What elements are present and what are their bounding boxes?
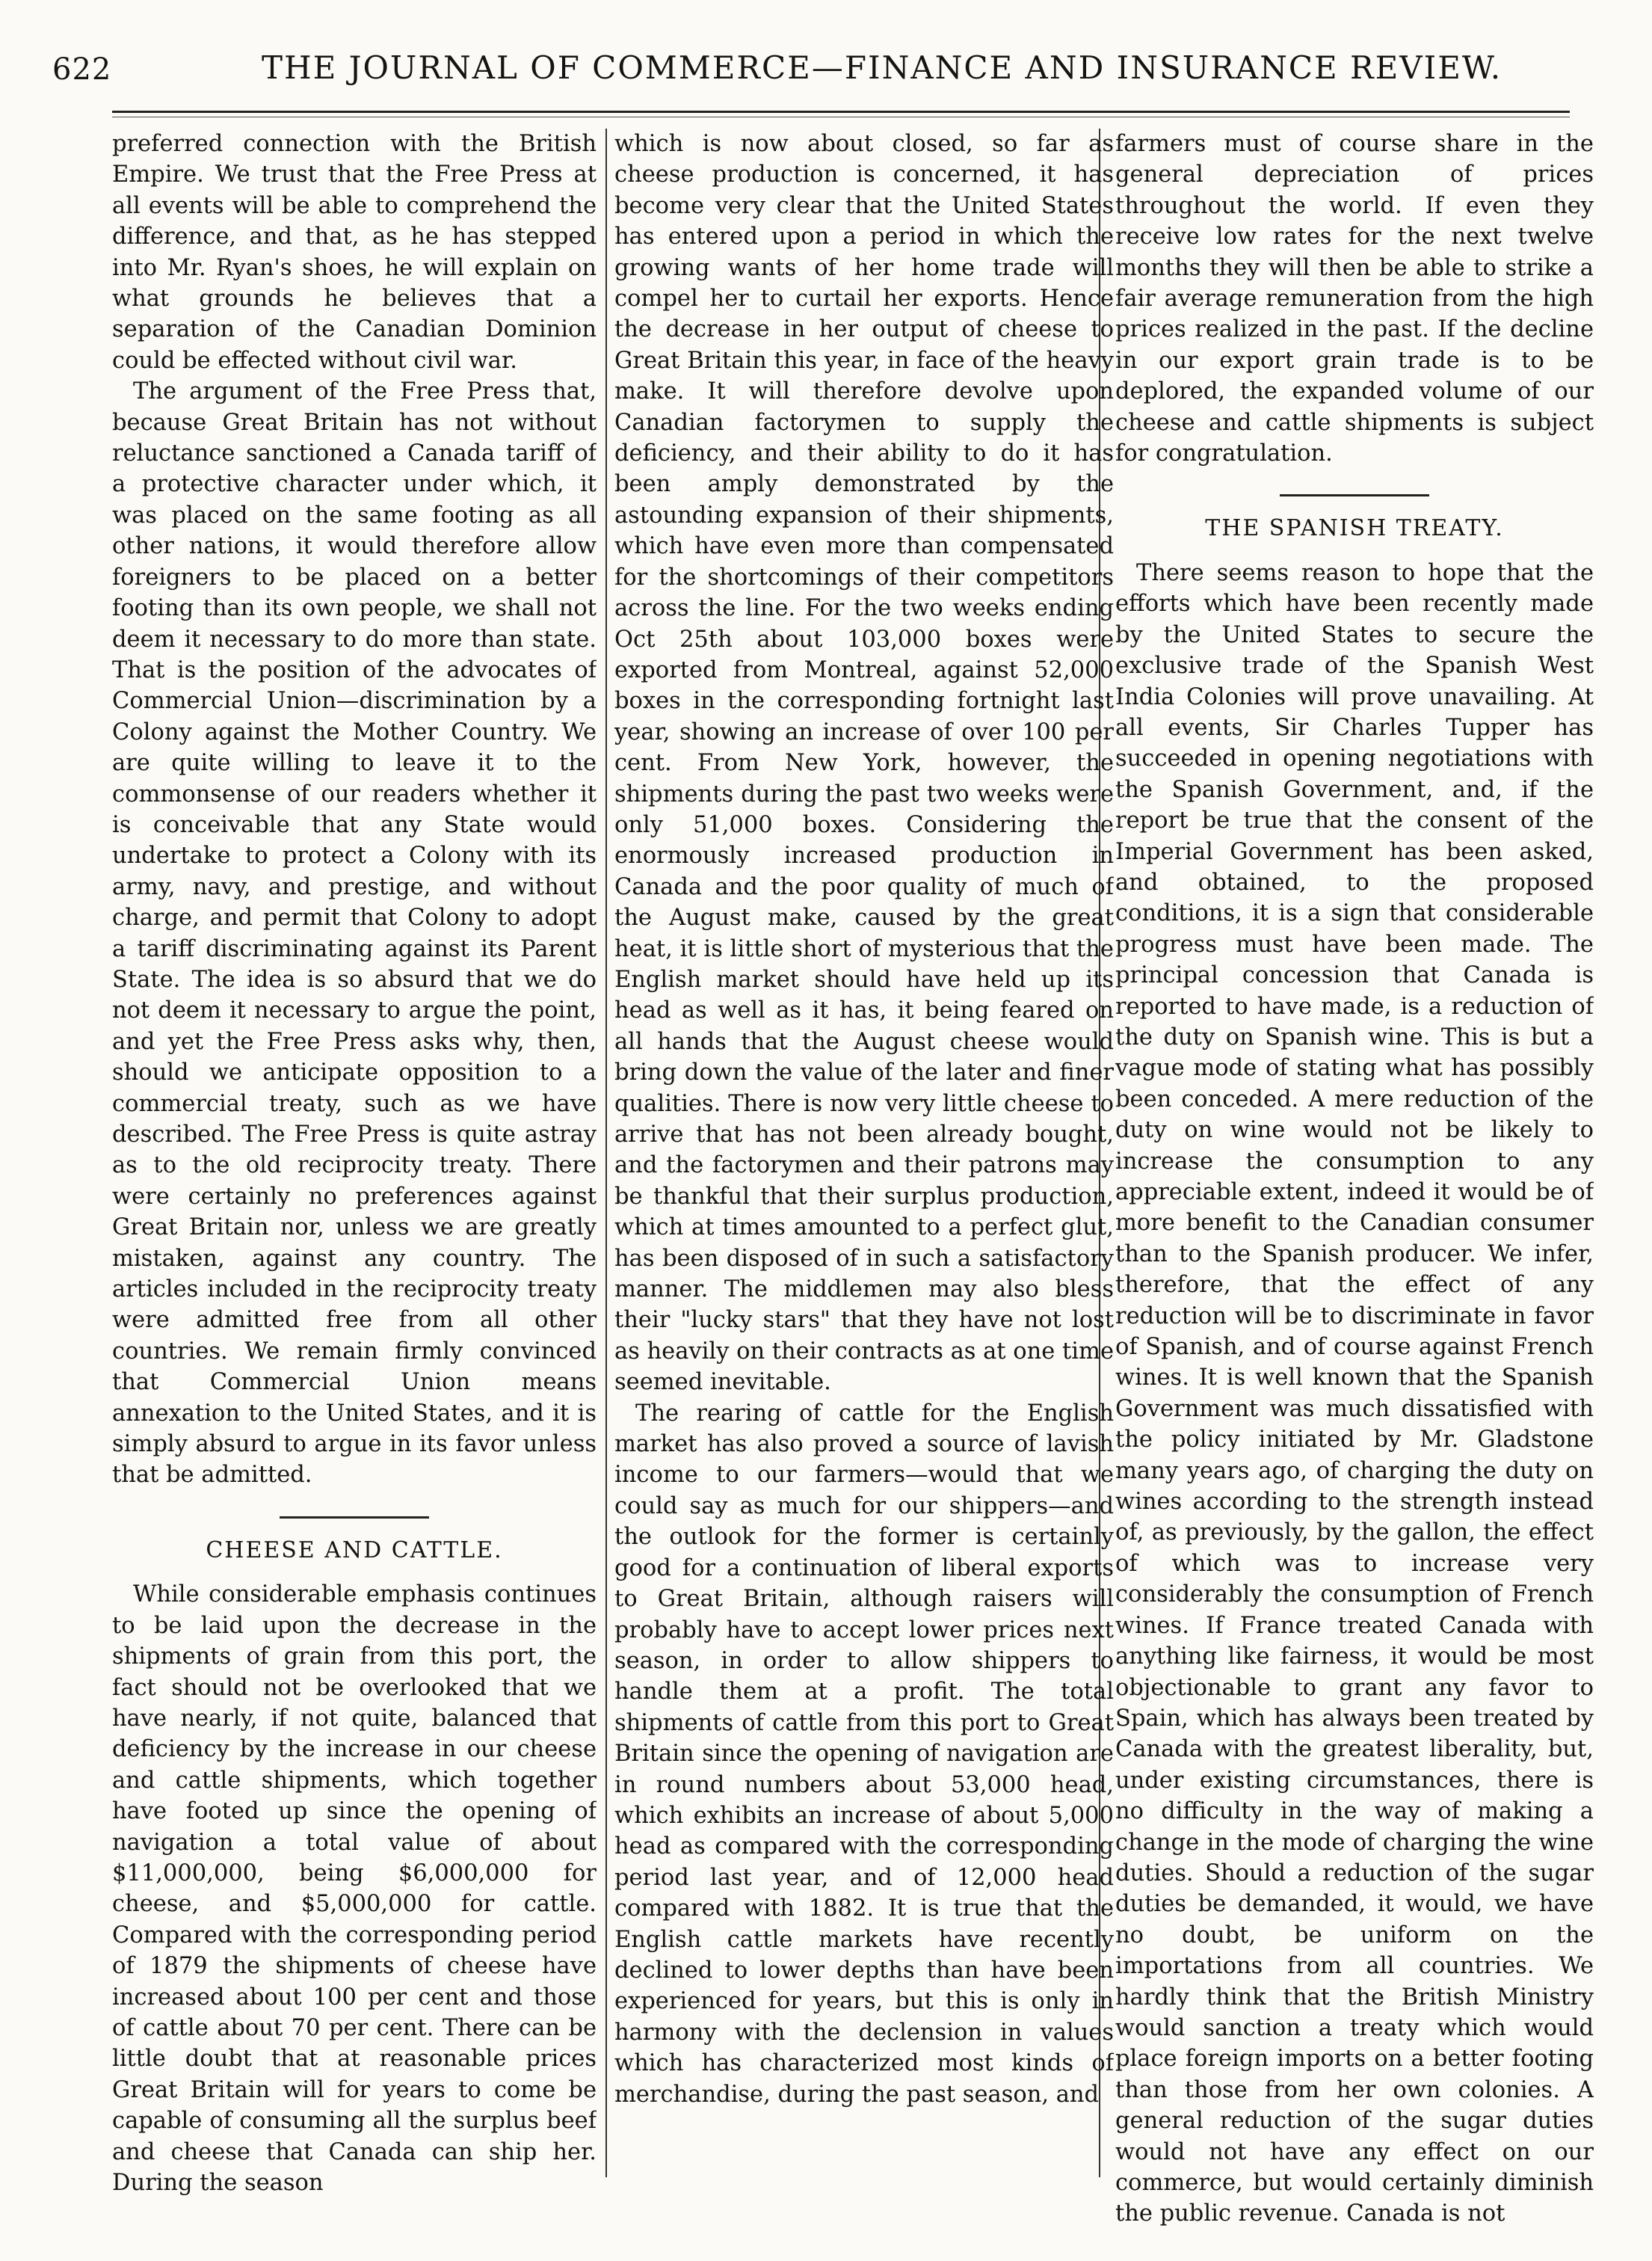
- section-heading-cheese-and-cattle: CHEESE AND CATTLE.: [206, 1536, 503, 1563]
- section-separator: [1280, 494, 1429, 496]
- column-2: [614, 129, 1114, 2245]
- paragraph: which is now about closed, so far as cheese production is concerned, it has become very clear that the United States has entered upon a period in which the growing wants of her home trade will compel her to curtail her exports. Hence the decrease in her output of cheese to Great Britain this year, in face of the heavy make. It will therefore devolve upon Canadian factorymen to supply the deficiency, and their ability to do it has been amply demonstrated by the astounding expansion of their shipments, which have even more than compensated for the shortcomings of their competitors across the line. For the two weeks ending Oct 25th about 103,000 boxes were exported from Montreal, against 52,000 boxes in the corresponding fortnight last year, showing an increase of over 100 per cent. From New York, however, the shipments during the past two weeks were only 51,000 boxes. Considering the enormously increased production in Canada and the poor quality of much of the August make, caused by the great heat, it is little short of mysterious that the English market should have held up its head as well as it has, it being feared on all hands that the August cheese would bring down the value of the later and finer qualities. There is now very little cheese to arrive that has not been already bought, and the factorymen and their patrons may be thankful that their surplus production, which at times amounted to a perfect glut, has been disposed of in such a satisfactory manner. The middlemen may also bless their "lucky stars" that they have not lost as heavily on their contracts as at one time seemed inevitable.: [614, 131, 1114, 1396]
- paragraph: There seems reason to hope that the efforts which have been recently made by the United States to secure the exclusive trade of the Spanish West India Colonies will prove unavailing. At all events, Sir Charles Tupper has succeeded in opening negotiations with the Spanish Government, and, if the report be true that the consent of the Imperial Government has been asked, and obtained, to the proposed conditions, it is a sign that considerable progress must have been made. The principal concession that Canada is reported to have made, is a reduction of the duty on Spanish wine. This is but a vague mode of stating what has possibly been conceded. A mere reduction of the duty on wine would not be likely to increase the consumption to any appreciable extent, indeed it would be of more benefit to the Canadian consumer than to the Spanish producer. We infer, therefore, that the effect of any reduction will be to discriminate in favor of Spanish, and of course against French wines. It is well known that the Spanish Government was much dissatisfied with the policy initiated by Mr. Gladstone many years ago, of charging the duty on wines according to the strength instead of, as previously, by the gallon, the effect of which was to increase very considerably the consumption of French wines. If France treated Canada with anything like fairness, it would be most objectionable to grant any favor to Spain, which has always been treated by Canada with the greatest liberality, but, under existing circumstances, there is no difficulty in the way of making a change in the mode of charging the wine duties. Should a reduction of the sugar duties be demanded, it would, we have no doubt, be uniform on the importations from all countries. We hardly think that the British Ministry would sanction a treaty which would place foreign imports on a better footing than those from her own colonies. A general reduction of the sugar duties would not have any effect on our commerce, but would certainly diminish the public revenue. Canada is not: [1115, 559, 1594, 2227]
- paragraph: preferred connection with the British Empire. We trust that the Free Press at all events will be able to comprehend the difference, and that, as he has stepped into Mr. Ryan's shoes, he will explain on what grounds he believes that a separation of the Canadian Dominion could be effected without civil war.: [112, 131, 597, 374]
- running-title: THE JOURNAL OF COMMERCE—FINANCE AND INSURANCE REVIEW.: [262, 49, 1502, 86]
- header-rule: [112, 111, 1570, 113]
- column-3: [1115, 129, 1594, 2245]
- column-1: [112, 129, 597, 2245]
- paragraph: farmers must of course share in the general depreciation of prices throughout the world. If even they receive low rates for the next twelve months they will then be able to strike a fair average remuneration from the high prices realized in the past. If the decline in our export grain trade is to be deplored, the expanded volume of our cheese and cattle shipments is subject for congratulation.: [1115, 131, 1594, 467]
- section-separator: [280, 1516, 429, 1519]
- paragraph: The rearing of cattle for the English market has also proved a source of lavish income to our farmers—would that we could say as much for our shippers—and the outlook for the former is certainly good for a continuation of liberal exports to Great Britain, although raisers will probably have to accept lower prices next season, in order to allow shippers to handle them at a profit. The total shipments of cattle from this port to Great Britain since the opening of navigation are in round numbers about 53,000 head, which exhibits an increase of about 5,000 head as compared with the corresponding period last year, and of 12,000 head compared with 1882. It is true that the English cattle markets have recently declined to lower depths than have been experienced for years, but this is only in harmony with the declension in values which has characterized most kinds of merchandise, during the past season, and: [614, 1400, 1114, 2108]
- column-divider: [605, 129, 607, 2177]
- section-heading-spanish-treaty: THE SPANISH TREATY.: [1205, 515, 1504, 542]
- paragraph: The argument of the Free Press that, because Great Britain has not without reluctance sanctioned a Canada tariff of a protective character under which, it was placed on the same footing as all other nations, it would therefore allow foreigners to be placed on a better footing than its own people, we shall not deem it necessary to do more than state. That is the position of the advocates of Commercial Union—discrimination by a Colony against the Mother Country. We are quite willing to leave it to the commonsense of our readers whether it is conceivable that any State would undertake to protect a Colony with its army, navy, and prestige, and without charge, and permit that Colony to adopt a tariff discriminating against its Parent State. The idea is so absurd that we do not deem it necessary to argue the point, and yet the Free Press asks why, then, should we anticipate opposition to a commercial treaty, such as we have described. The Free Press is quite astray as to the old reciprocity treaty. There were certainly no preferences against Great Britain nor, unless we are greatly mistaken, against any country. The articles included in the reciprocity treaty were admitted free from all other countries. We remain firmly convinced that Commercial Union means annexation to the United States, and it is simply absurd to argue in its favor unless that be admitted.: [112, 378, 597, 1489]
- paragraph: While considerable emphasis continues to be laid upon the decrease in the shipments of grain from this port, the fact should not be overlooked that we have nearly, if not quite, balanced that deficiency by the increase in our cheese and cattle shipments, which together have footed up since the opening of navigation a total value of about $11,000,000, being $6,000,000 for cheese, and $5,000,000 for cattle. Compared with the corresponding period of 1879 the shipments of cheese have increased about 100 per cent and those of cattle about 70 per cent. There can be little doubt that at reasonable prices Great Britain will for years to come be capable of consuming all the surplus beef and cheese that Canada can ship her. During the season: [112, 1581, 597, 2196]
- page-header: [52, 46, 1600, 103]
- page-number: 622: [52, 52, 112, 87]
